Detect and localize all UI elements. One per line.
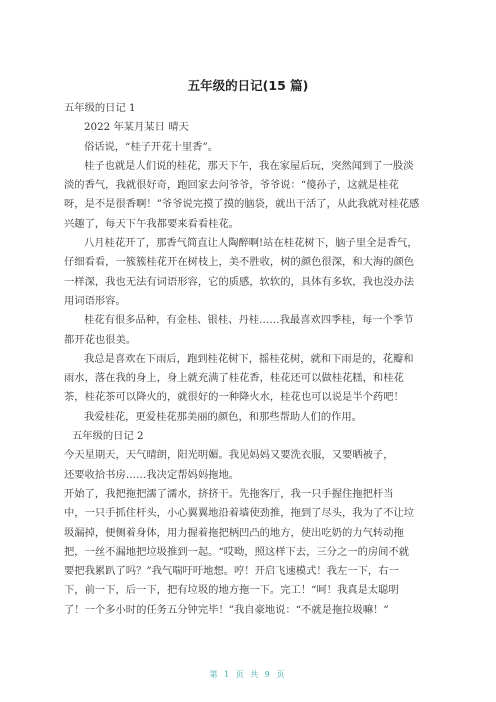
paragraph-line: 雨水，落在我的身上，身上就充满了桂花香，桂花还可以做桂花糕，和桂花 (64, 372, 404, 385)
paragraph-line: 八月桂花开了，那香气简直让人陶醉啊!站在桂花树下，脑子里全是香气， (84, 237, 418, 250)
paragraph-line: 要把我累趴了吗？”我气喘吁吁地想。哼！开启飞速模式！我左一下，右一 (64, 565, 399, 578)
paragraph-line: 兴趣了，每天下午我都要来看看桂花。 (64, 217, 240, 230)
paragraph-line: 仔细看看，一簇簇桂花开在树枝上，美不胜收，树的颜色很深，和大海的颜色 (64, 256, 415, 269)
paragraph-line: 把，一丝不漏地把垃圾推到一起。“哎呦，照这样下去，三分之一的房间不就 (64, 545, 410, 558)
paragraph-line: 淡的香气，我就很好奇，跑回家去问爷爷，爷爷说：“傻孙子，这就是桂花 (64, 179, 399, 192)
paragraph-line: 都开花也很美。 (64, 333, 137, 346)
paragraph-line: 还要收拾书房……我决定帮妈妈拖地。 (64, 468, 240, 481)
paragraph-line: 桂花有很多品种，有金桂、银桂、丹桂……我最喜欢四季桂，每一个季节 (84, 314, 414, 327)
section-heading: 五年级的日记 2 (72, 430, 144, 443)
paragraph-line: 圾漏掉，便侧着身体，用力握着拖把柄凹凸的地方，使出吃奶的力气转动拖 (64, 526, 404, 539)
paragraph-line: 桂子也就是人们说的桂花，那天下午，我在家屋后玩，突然闻到了一股淡 (84, 159, 414, 172)
paragraph-line: 用词语形容。 (64, 294, 126, 307)
paragraph-line: 我爱桂花，更爱桂花那美丽的颜色，和那些帮助人们的作用。 (84, 410, 363, 423)
paragraph-line: 俗话说，“桂子开花十里香”。 (84, 140, 219, 153)
paragraph-line: 呀，是不是很香啊！”爷爷说完摸了摸的脑袋，就出干活了，从此我就对桂花感 (64, 198, 420, 211)
document-title: 五年级的日记(15 篇) (187, 78, 309, 93)
paragraph-line: 下，前一下，后一下，把有垃圾的地方拖一下。完工！“呵！我真是太聪明 (64, 584, 399, 597)
paragraph-line: 茶，桂花茶可以降火的，就很好的一种降火水，桂花也可以说是半个药吧！ (64, 391, 404, 404)
paragraph-line: 一样深，我也无法有词语形容，它的质感，软软的，具体有多软，我也没办法 (64, 275, 415, 288)
diary-date-line: 2022 年某月某日 晴天 (84, 121, 189, 134)
paragraph-line: 我总是喜欢在下雨后，跑到桂花树下，摇桂花树，就和下雨是的，花瓣和 (84, 352, 414, 365)
paragraph-line: 今天星期天，天气晴朗，阳光明媚。我见妈妈又要洗衣服，又要晒被子， (64, 449, 394, 462)
section-heading: 五年级的日记 1 (64, 102, 136, 114)
paragraph-line: 开始了，我把拖把濡了濡水，挤挤干。先拖客厅，我一只手握住拖把杆当 (64, 487, 394, 500)
paragraph-line: 了！一个多小时的任务五分钟完毕！”我自豪地说：“不就是拖拉圾嘛！” (64, 603, 389, 616)
page-number-footer: 第 1 页 共 9 页 (209, 670, 287, 679)
paragraph-line: 中，一只手抓住杆头，小心翼翼地沿着墙使劲推，拖到了尽头，我为了不让垃 (64, 507, 415, 520)
document-body (64, 99, 424, 620)
